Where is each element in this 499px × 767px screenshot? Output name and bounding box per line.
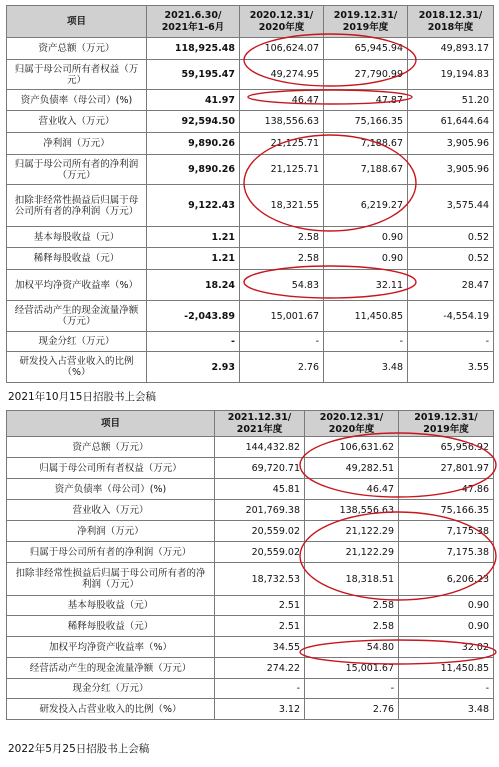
caption-prospectus-2021: 2021年10月15日招股书上会稿 [8,391,156,403]
table-row [7,542,494,563]
row-label: 资产总额（万元） [7,38,147,60]
table-header-row [7,6,494,38]
row-value: 2.58 [305,616,399,637]
row-value: 19,194.83 [408,60,494,90]
row-value: 7,175.38 [399,542,494,563]
row-value: 18.24 [147,270,240,301]
row-value: 20,559.02 [215,521,305,542]
table-row [7,227,494,248]
row-value: 49,893.17 [408,38,494,60]
table-row [7,500,494,521]
table-row [7,352,494,383]
header-period: 2021.12.31/ 2021年度 [215,411,305,437]
row-value: 27,801.97 [399,458,494,479]
row-label: 基本每股收益（元） [7,227,147,248]
row-value: 3,905.96 [408,155,494,185]
row-value: 138,556.63 [240,111,324,133]
row-value: 15,001.67 [240,301,324,332]
row-label: 营业收入（万元） [7,500,215,521]
row-label: 研发投入占营业收入的比例（%） [7,699,215,720]
row-value: - [215,679,305,699]
row-value: 46.47 [305,479,399,500]
row-label: 资产总额（万元） [7,437,215,458]
row-value: 65,956.92 [399,437,494,458]
row-value: 118,925.48 [147,38,240,60]
row-value: 3,905.96 [408,133,494,155]
row-value: 75,166.35 [324,111,408,133]
row-value: 28.47 [408,270,494,301]
row-label: 归属于母公司所有者的净利润（万元） [7,155,147,185]
row-value: - [408,332,494,352]
table-header-row [7,411,494,437]
financial-table-2022-prospectus [6,410,494,720]
row-label: 资产负债率（母公司）(%) [7,90,147,111]
row-value: -4,554.19 [408,301,494,332]
row-value: 106,624.07 [240,38,324,60]
row-value: - [324,332,408,352]
row-value: 1.21 [147,227,240,248]
row-value: 18,318.51 [305,563,399,596]
table-row [7,248,494,270]
row-value: 59,195.47 [147,60,240,90]
row-value: 2.76 [305,699,399,720]
row-label: 扣除非经常性损益后归属于母公司所有者的净利润（万元） [7,185,147,227]
row-value: 106,631.62 [305,437,399,458]
row-value: 2.51 [215,596,305,616]
table-row [7,563,494,596]
row-label: 基本每股收益（元） [7,596,215,616]
row-value: 46.47 [240,90,324,111]
header-period: 2019.12.31/ 2019年度 [399,411,494,437]
row-value: 45.81 [215,479,305,500]
row-label: 归属于母公司所有者权益（万元） [7,458,215,479]
table-row [7,155,494,185]
row-value: 2.58 [240,227,324,248]
row-value: 21,122.29 [305,542,399,563]
table-row [7,637,494,658]
header-item: 项目 [7,411,215,437]
table-row [7,185,494,227]
table-row [7,458,494,479]
row-value: 18,321.55 [240,185,324,227]
row-value: 47.86 [399,479,494,500]
row-label: 营业收入（万元） [7,111,147,133]
row-value: 2.51 [215,616,305,637]
row-value: 2.93 [147,352,240,383]
table-row [7,679,494,699]
header-period: 2020.12.31/ 2020年度 [240,6,324,38]
row-value: 0.52 [408,227,494,248]
row-label: 归属于母公司所有者的净利润（万元） [7,542,215,563]
table-row [7,596,494,616]
row-value: - [240,332,324,352]
row-label: 加权平均净资产收益率（%） [7,270,147,301]
financial-table-2021-prospectus [6,5,494,383]
row-value: 41.97 [147,90,240,111]
row-value: 11,450.85 [399,658,494,679]
header-period: 2019.12.31/ 2019年度 [324,6,408,38]
row-label: 净利润（万元） [7,133,147,155]
row-value: 21,125.71 [240,155,324,185]
row-label: 资产负债率（母公司）(%) [7,479,215,500]
row-value: 51.20 [408,90,494,111]
row-value: 54.83 [240,270,324,301]
table-row [7,90,494,111]
row-value: - [305,679,399,699]
table-row [7,38,494,60]
row-value: 3.12 [215,699,305,720]
row-value: - [399,679,494,699]
row-value: 9,890.26 [147,155,240,185]
row-value: 49,274.95 [240,60,324,90]
row-value: 32.11 [324,270,408,301]
row-value: 0.90 [324,248,408,270]
row-value: 47.87 [324,90,408,111]
header-item: 项目 [7,6,147,38]
row-value: 11,450.85 [324,301,408,332]
row-value: 34.55 [215,637,305,658]
table-row [7,60,494,90]
row-value: 3.48 [324,352,408,383]
header-period: 2018.12.31/ 2018年度 [408,6,494,38]
row-value: 2.76 [240,352,324,383]
table-row [7,111,494,133]
row-value: 7,188.67 [324,155,408,185]
row-value: 3.48 [399,699,494,720]
row-label: 加权平均净资产收益率（%） [7,637,215,658]
row-label: 扣除非经常性损益后归属于母公司所有者的净利润（万元） [7,563,215,596]
table-row [7,479,494,500]
row-label: 经营活动产生的现金流量净额（万元） [7,301,147,332]
row-value: 201,769.38 [215,500,305,521]
row-value: 0.52 [408,248,494,270]
row-value: 69,720.71 [215,458,305,479]
row-value: 27,790.99 [324,60,408,90]
row-value: 21,122.29 [305,521,399,542]
row-label: 归属于母公司所有者权益（万元） [7,60,147,90]
row-value: 15,001.67 [305,658,399,679]
row-value: 144,432.82 [215,437,305,458]
row-value: 32.02 [399,637,494,658]
row-label: 研发投入占营业收入的比例（%） [7,352,147,383]
row-value: 2.58 [240,248,324,270]
table-row [7,270,494,301]
row-value: 9,890.26 [147,133,240,155]
row-value: 54.80 [305,637,399,658]
row-value: - [147,332,240,352]
row-value: 0.90 [324,227,408,248]
row-value: 0.90 [399,596,494,616]
caption-prospectus-2022: 2022年5月25日招股书上会稿 [8,743,150,755]
row-value: 138,556.63 [305,500,399,521]
row-value: 0.90 [399,616,494,637]
row-label: 现金分红（万元） [7,679,215,699]
table-row [7,699,494,720]
row-value: 3.55 [408,352,494,383]
row-value: 3,575.44 [408,185,494,227]
table-row [7,616,494,637]
header-period: 2021.6.30/ 2021年1-6月 [147,6,240,38]
row-value: 7,188.67 [324,133,408,155]
row-value: 18,732.53 [215,563,305,596]
row-value: -2,043.89 [147,301,240,332]
row-value: 1.21 [147,248,240,270]
row-value: 61,644.64 [408,111,494,133]
row-label: 经营活动产生的现金流量净额（万元） [7,658,215,679]
row-value: 92,594.50 [147,111,240,133]
table-row [7,133,494,155]
row-label: 净利润（万元） [7,521,215,542]
row-value: 21,125.71 [240,133,324,155]
row-value: 7,175.38 [399,521,494,542]
row-value: 9,122.43 [147,185,240,227]
row-label: 现金分红（万元） [7,332,147,352]
row-value: 6,219.27 [324,185,408,227]
row-value: 49,282.51 [305,458,399,479]
row-value: 6,206.23 [399,563,494,596]
table-row [7,301,494,332]
row-value: 65,945.94 [324,38,408,60]
table-row [7,332,494,352]
row-label: 稀释每股收益（元） [7,616,215,637]
row-label: 稀释每股收益（元） [7,248,147,270]
header-period: 2020.12.31/ 2020年度 [305,411,399,437]
row-value: 274.22 [215,658,305,679]
table-row [7,437,494,458]
table-row [7,658,494,679]
row-value: 75,166.35 [399,500,494,521]
table-row [7,521,494,542]
row-value: 2.58 [305,596,399,616]
row-value: 20,559.02 [215,542,305,563]
